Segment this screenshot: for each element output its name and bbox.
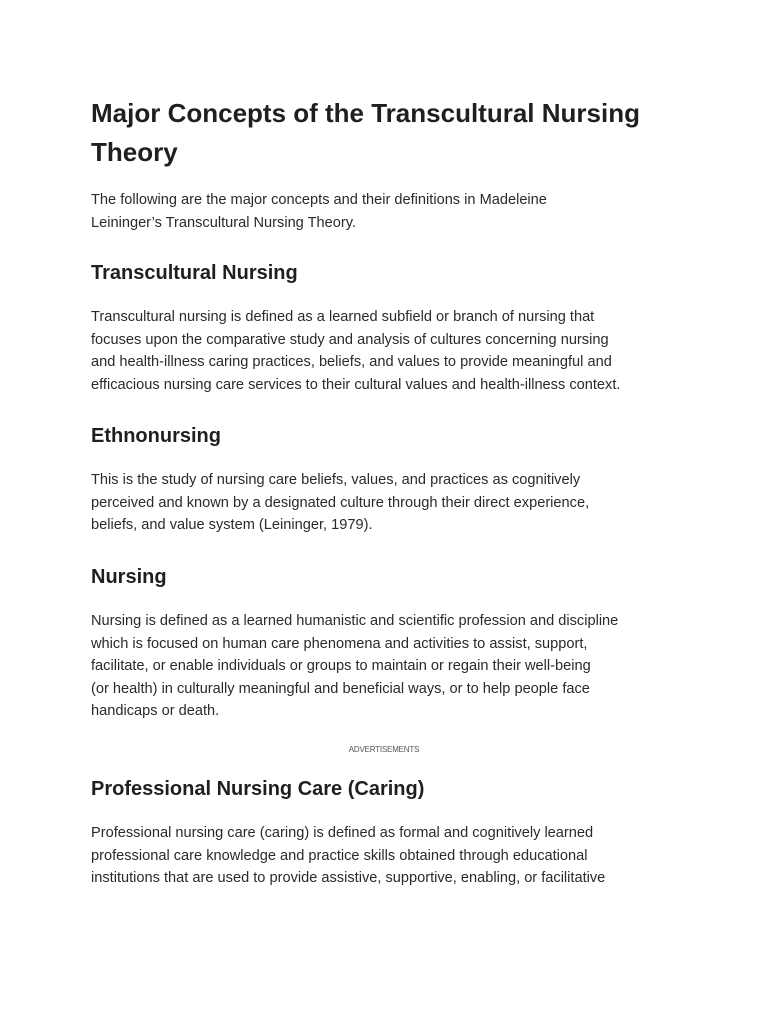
page-title (91, 94, 640, 172)
text-line: institutions that are used to provide assistive, supportive, enabling, or facilitative (91, 870, 606, 886)
text-line: and health-illness caring practices, beliefs, and values to provide meaningful and (91, 354, 612, 370)
text-line: Leininger’s Transcultural Nursing Theory. (91, 214, 356, 231)
title-line: Theory (91, 137, 178, 167)
text-line: beliefs, and value system (Leininger, 1979). (91, 517, 373, 533)
text-line: Professional nursing care (caring) is defined as formal and cognitively learned (91, 825, 594, 841)
title-line: Major Concepts of the Transcultural Nursing (91, 98, 640, 128)
text-line: The following are the major concepts and their definitions in Madeleine (91, 192, 547, 208)
paragraph-nursing (91, 610, 618, 723)
intro-paragraph (91, 189, 547, 234)
heading-professional-nursing-care: Professional Nursing Care (Caring) (91, 778, 425, 800)
text-line: (or health) in culturally meaningful and beneficial ways, or to help people face (91, 680, 590, 697)
text-line: which is focused on human care phenomena and activities to assist, support, (91, 635, 588, 652)
text-line: perceived and known by a designated culture through their direct experience, (91, 494, 590, 511)
text-line: facilitate, or enable individuals or groups to maintain or regain their well-being (91, 658, 591, 674)
paragraph-ethnonursing (91, 469, 589, 537)
heading-nursing: Nursing (91, 566, 167, 588)
heading-transcultural-nursing: Transcultural Nursing (91, 262, 298, 284)
text-line: professional care knowledge and practice skills obtained through educational (91, 847, 588, 864)
advertisements-label: ADVERTISEMENTS (348, 745, 420, 754)
text-line: Transcultural nursing is defined as a learned subfield or branch of nursing that (91, 309, 595, 325)
heading-ethnonursing: Ethnonursing (91, 425, 221, 447)
text-line: efficacious nursing care services to their cultural values and health-illness context. (91, 376, 621, 393)
text-line: Nursing is defined as a learned humanistic and scientific profession and discipline (91, 613, 619, 629)
paragraph-professional-nursing-care (91, 822, 605, 890)
paragraph-transcultural-nursing (91, 306, 620, 396)
text-line: This is the study of nursing care beliefs, values, and practices as cognitively (91, 472, 581, 488)
text-line: handicaps or death. (91, 703, 220, 719)
text-line: focuses upon the comparative study and analysis of cultures concerning nursing (91, 331, 609, 348)
